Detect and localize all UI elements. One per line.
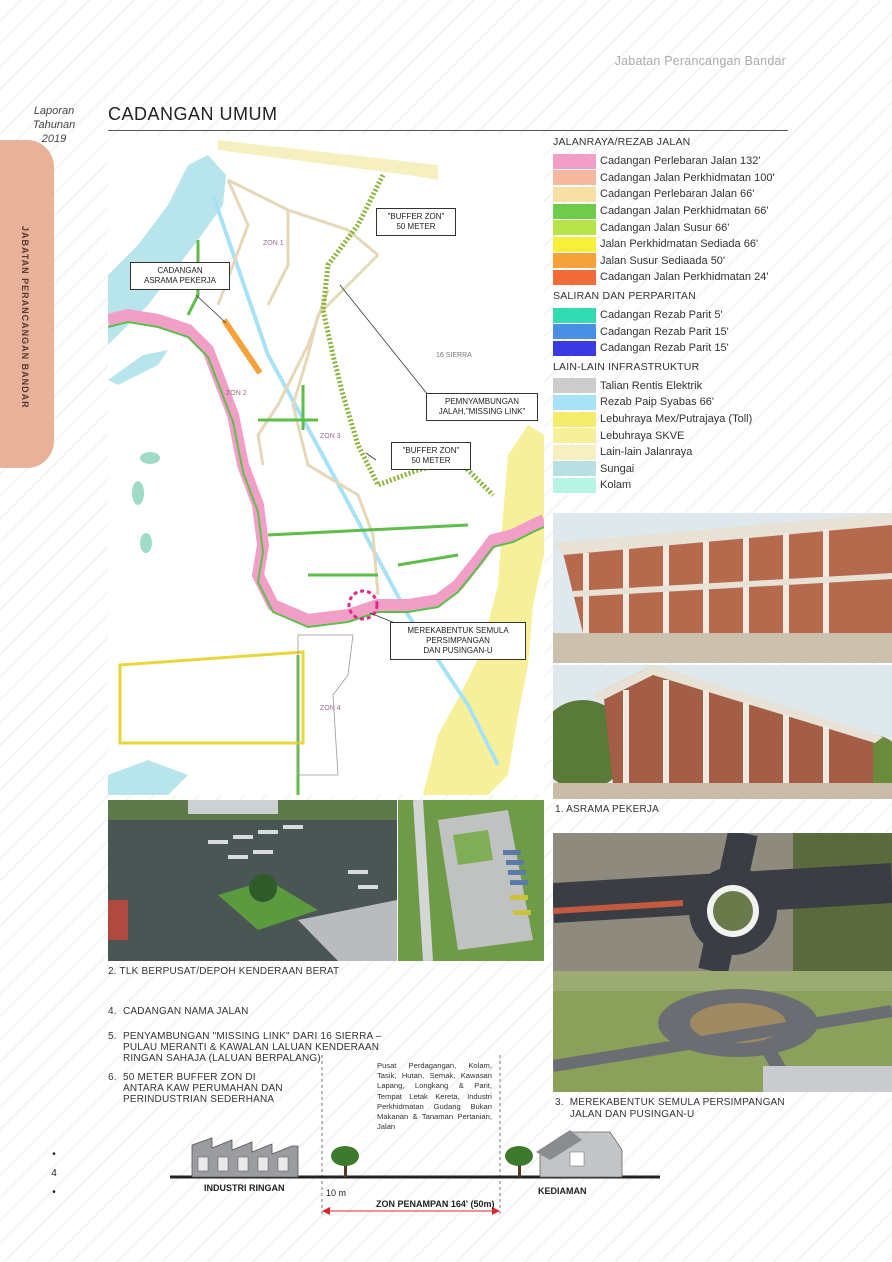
legend-label: Jalan Perkhidmatan Sediada 66' — [600, 238, 759, 251]
legend-item — [553, 394, 793, 411]
callout-asrama: CADANGAN ASRAMA PEKERJA — [130, 262, 230, 290]
legend-item — [553, 153, 793, 170]
list-item-text: 50 METER BUFFER ZON DI ANTARA KAW PERUMAHAN DAN PERINDUSTRIAN SEDERHANA — [123, 1072, 283, 1105]
legend-swatch — [553, 428, 596, 443]
legend-swatch — [553, 204, 596, 219]
page-title: CADANGAN UMUM — [108, 104, 278, 124]
legend-label: Cadangan Perlebaran Jalan 66' — [600, 188, 755, 201]
factory-icon — [192, 1138, 298, 1177]
site-plan-map — [108, 135, 544, 795]
zone2-label: ZON 2 — [226, 390, 247, 397]
legend-label: Cadangan Rezab Parit 15' — [600, 325, 729, 338]
legend-label: Lebuhraya Mex/Putrajaya (Toll) — [600, 413, 753, 426]
legend-label: Rezab Paip Syabas 66' — [600, 396, 715, 409]
list-item-text: PENYAMBUNGAN "MISSING LINK" DARI 16 SIERRA – PULAU MERANTI & KAWALAN LALUAN KENDERAAN RINGAN SAHAJA (LALUAN BERPALANG) — [123, 1031, 382, 1064]
house-icon — [536, 1130, 622, 1177]
legend-item — [553, 444, 793, 461]
legend-label: Cadangan Jalan Susur 66' — [600, 221, 730, 234]
legend-label: Cadangan Jalan Perkhidmatan 66' — [600, 205, 769, 218]
ten-m-label: 10 m — [326, 1188, 347, 1198]
legend-label: Talian Rentis Elektrik — [600, 379, 703, 392]
legend-item — [553, 219, 793, 236]
legend-item — [553, 236, 793, 253]
legend-swatch — [553, 395, 596, 410]
legend-label: Jalan Susur Sediaada 50' — [600, 254, 726, 267]
zone3-label: ZON 3 — [320, 433, 341, 440]
photo-tlk-aerial — [398, 800, 544, 961]
legend-item — [553, 323, 793, 340]
legend-item — [553, 203, 793, 220]
legend-swatch — [553, 478, 596, 493]
site-plan-drawing — [108, 135, 544, 795]
parcel-outline — [120, 652, 303, 743]
legend-swatch — [553, 220, 596, 235]
page-dot-top: • — [52, 1149, 56, 1160]
legend-item — [553, 186, 793, 203]
legend-swatch — [553, 445, 596, 460]
legend-item — [553, 411, 793, 428]
industri-label: INDUSTRI RINGAN — [204, 1183, 285, 1193]
zone1-label: ZON 1 — [263, 240, 284, 247]
tree-icon — [331, 1146, 359, 1177]
legend-item — [553, 477, 793, 494]
legend-item — [553, 461, 793, 478]
list-item-num: 4. — [108, 1006, 117, 1017]
highway-top — [218, 140, 438, 180]
legend-item — [553, 378, 793, 395]
legend-swatch — [553, 341, 596, 356]
page-number — [48, 1150, 60, 1198]
photo-roundabout-1 — [553, 833, 892, 971]
legend-swatch — [553, 270, 596, 285]
page-dot-bottom: • — [52, 1187, 56, 1198]
zone4-label: ZON 4 — [320, 705, 341, 712]
photo-tlk-depot — [108, 800, 397, 961]
river-bottom — [108, 760, 188, 795]
legend-swatch — [553, 154, 596, 169]
legend-label: Cadangan Jalan Perkhidmatan 24' — [600, 271, 769, 284]
legend-item — [553, 427, 793, 444]
side-tab-label: JABATAN PERANCANGAN BANDAR — [20, 226, 30, 409]
pond-1 — [140, 452, 160, 464]
legend-label: Cadangan Jalan Perkhidmatan 100' — [600, 171, 775, 184]
legend-swatch — [553, 187, 596, 202]
legend-label: Cadangan Rezab Parit 5' — [600, 309, 723, 322]
title-divider — [108, 130, 788, 131]
callout-buffer-2: "BUFFER ZON" 50 METER — [391, 442, 471, 470]
asrama-site — [224, 320, 260, 373]
legend-item — [553, 340, 793, 357]
legend-label: Lebuhraya SKVE — [600, 429, 685, 442]
legend-heading: LAIN-LAIN INFRASTRUKTUR — [553, 360, 700, 373]
legend-swatch — [553, 324, 596, 339]
legend-swatch — [553, 461, 596, 476]
page-number-value: 4 — [51, 1168, 57, 1179]
map-legend — [553, 136, 793, 498]
legend-label: Kolam — [600, 479, 632, 492]
pond-3 — [140, 533, 152, 553]
callout-missing-link: PEMNYAMBUNGAN JALAH,"MISSING LINK" — [426, 393, 538, 421]
list-item-num: 6. — [108, 1072, 117, 1083]
report-line1: Laporan — [33, 105, 75, 117]
legend-heading: SALIRAN DAN PERPARITAN — [553, 289, 696, 302]
photo-asrama-1 — [553, 513, 892, 663]
report-line2: Tahunan — [32, 119, 76, 131]
legend-label: Sungai — [600, 462, 635, 475]
legend-item — [553, 170, 793, 187]
callout-merekabentuk: MEREKABENTUK SEMULA PERSIMPANGAN DAN PUSINGAN-U — [390, 622, 526, 660]
river-branch — [108, 350, 168, 385]
buffer-uses-text: Pusat Perdagangan, Kolam, Tasik, Hutan, Semak, Kawasan Lapang, Longkang & Parit, Tempat Letak Kereta, Industri Perkhidmatan Gudang Bukan Makanan & Tanaman Pertanian, Jalan — [377, 1061, 492, 1132]
caption-tlk: 2. TLK BERPUSAT/DEPOH KENDERAAN BERAT — [108, 966, 340, 977]
callout-buffer-1: "BUFFER ZON" 50 METER — [376, 208, 456, 236]
legend-item — [553, 269, 793, 286]
legend-item — [553, 307, 793, 324]
legend-swatch — [553, 378, 596, 393]
tree-icon — [505, 1146, 533, 1177]
legend-swatch — [553, 170, 596, 185]
report-year: 2019 — [41, 133, 67, 145]
header-org: Jabatan Perancangan Bandar — [614, 54, 786, 68]
zon-penampan-label: ZON PENAMPAN 164' (50m) — [376, 1199, 495, 1209]
legend-swatch — [553, 412, 596, 427]
sierra-label: 16 SIERRA — [436, 352, 472, 359]
legend-group — [553, 290, 793, 357]
buffer-zone-diagram — [170, 1050, 660, 1220]
legend-item — [553, 253, 793, 270]
caption-merekabentuk: 3. MEREKABENTUK SEMULA PERSIMPANGAN JALAN DAN PUSINGAN-U — [555, 1097, 785, 1120]
list-item-num: 5. — [108, 1031, 117, 1042]
legend-label: Cadangan Perlebaran Jalan 132' — [600, 155, 761, 168]
legend-label: Cadangan Rezab Parit 15' — [600, 342, 729, 355]
legend-swatch — [553, 237, 596, 252]
side-tab — [0, 140, 54, 468]
arrow-left-icon — [322, 1207, 330, 1215]
pond-2 — [132, 481, 144, 505]
caption-asrama: 1. ASRAMA PEKERJA — [555, 804, 659, 815]
legend-label: Lain-lain Jalanraya — [600, 446, 693, 459]
legend-heading: JALANRAYA/REZAB JALAN — [553, 136, 691, 148]
legend-swatch — [553, 308, 596, 323]
photo-asrama-2 — [553, 665, 892, 799]
list-item — [108, 1006, 398, 1017]
legend-swatch — [553, 253, 596, 268]
pipe-reserve — [213, 195, 498, 765]
list-item-text: CADANGAN NAMA JALAN — [123, 1006, 249, 1017]
legend-group — [553, 361, 793, 494]
legend-group — [553, 136, 793, 286]
kediaman-label: KEDIAMAN — [538, 1186, 587, 1196]
